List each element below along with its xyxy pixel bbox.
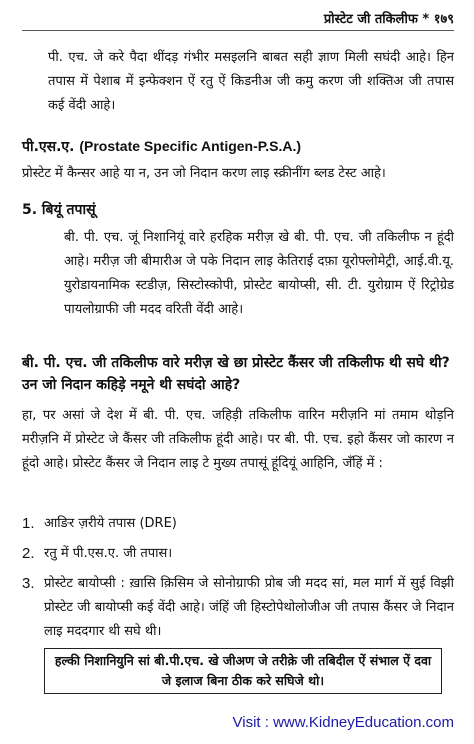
- psa-heading: [22, 134, 454, 159]
- summary-note-box: [44, 648, 442, 694]
- answer-paragraph: हा, पर असां जे देश में बी. पी. एच. जहिड़ी तकिलीफ वारिन मरीज़नि मां तमाम थोड़नि मरीज़नि में प्रोस्टेट जे कैंसर जी तकिलीफ हूंदी आहे। पर बी. पी. एच. इहो कैंसर जो कारण न हूंदो आहे। प्रोस्टेट कैंसर जे निदान लाइ टे मुख्य तपासूं हूंदियूं आहिनि, जँहिं में :: [22, 408, 454, 471]
- list-number: 1.: [22, 515, 35, 532]
- section-5-heading: 5. बियूं तपासूं: [22, 202, 96, 218]
- question-heading: बी. पी. एच. जी तकिलीफ वारे मरीज़ खे छा प्रोस्टेट कैंसर जी तकिलीफ थी सघे थी? उन जो निदान कहिड़े नमूने थी सघंदो आहे?: [22, 355, 450, 393]
- list-number: 2.: [22, 545, 35, 562]
- summary-note-text: हल्की निशानियुनि सां बी.पी.एच. खे जीअण जे तरीक़े जी तबिदील ऐं संभाल ऐं दवा जे इलाज बिना ठीक करे सघिजे थो।: [54, 653, 432, 688]
- list-text: आङिर ज़रीये तपास (DRE): [44, 516, 177, 531]
- psa-heading-english: (Prostate Specific Antigen-P.S.A.): [79, 138, 302, 154]
- psa-paragraph: प्रोस्टेट में कैन्सर आहे या न, उन जो निदान करण लाइ स्क्रीनींग ब्लड टेस्ट आहे।: [22, 166, 386, 181]
- psa-heading-hindi: पी.एस.ए.: [22, 139, 75, 155]
- header-divider: [22, 30, 454, 31]
- running-title: प्रोस्टेट जी तकिलीफ * १७९: [323, 12, 454, 27]
- website-link[interactable]: Visit : www.KidneyEducation.com: [232, 714, 454, 731]
- other-tests-paragraph: बी. पी. एच. जूं निशानियूं वारे हरहिक मरीज़ खे बी. पी. एच. जी तकिलीफ न हूंदी आहे। मरीज़ जी बीमारीअ जे पके निदान लाइ केतिराई दफ़ा यूरोफ्लोमेट्री, आई.वी.यू. युरोडायनामिक स्टडीज़, सिस्टोस्कोपी, प्रोस्टेट बायोप्सी, सी. टी. युरोग्राम ऐं रिट्रोग्रेड पायलोग्राफी जी मदद वरिती वेंदी आहे।: [64, 230, 454, 317]
- list-text: प्रोस्टेट बायोप्सी : ख़ासि क़िसिम जे सोनोग्राफी प्रोब जी मदद सां, मल मार्ग में सुई विझी प्रोस्टेट जी बायोप्सी कई वेंदी आहे। जंहिं जी हिस्टोपेथोलोजीअ जी तपास कैंसर जे निदान लाइ मददगार थी सघे थी।: [44, 576, 454, 639]
- page-header: [0, 0, 474, 34]
- list-number: 3.: [22, 575, 35, 592]
- list-text: रतु में पी.एस.ए. जी तपास।: [44, 546, 173, 561]
- psa-intro-paragraph: पी. एच. जे करे पैदा थींदड़ गंभीर मसइलनि बाबत सही ज्ञाण मिली सघंदी आहे। हिन तपास में पेशाब में इन्फेक्शन ऐं रतु ऐं किडनीअ जी कमु करण जी शक्तिअ जी तपास कई वेंदी आहे।: [48, 50, 454, 113]
